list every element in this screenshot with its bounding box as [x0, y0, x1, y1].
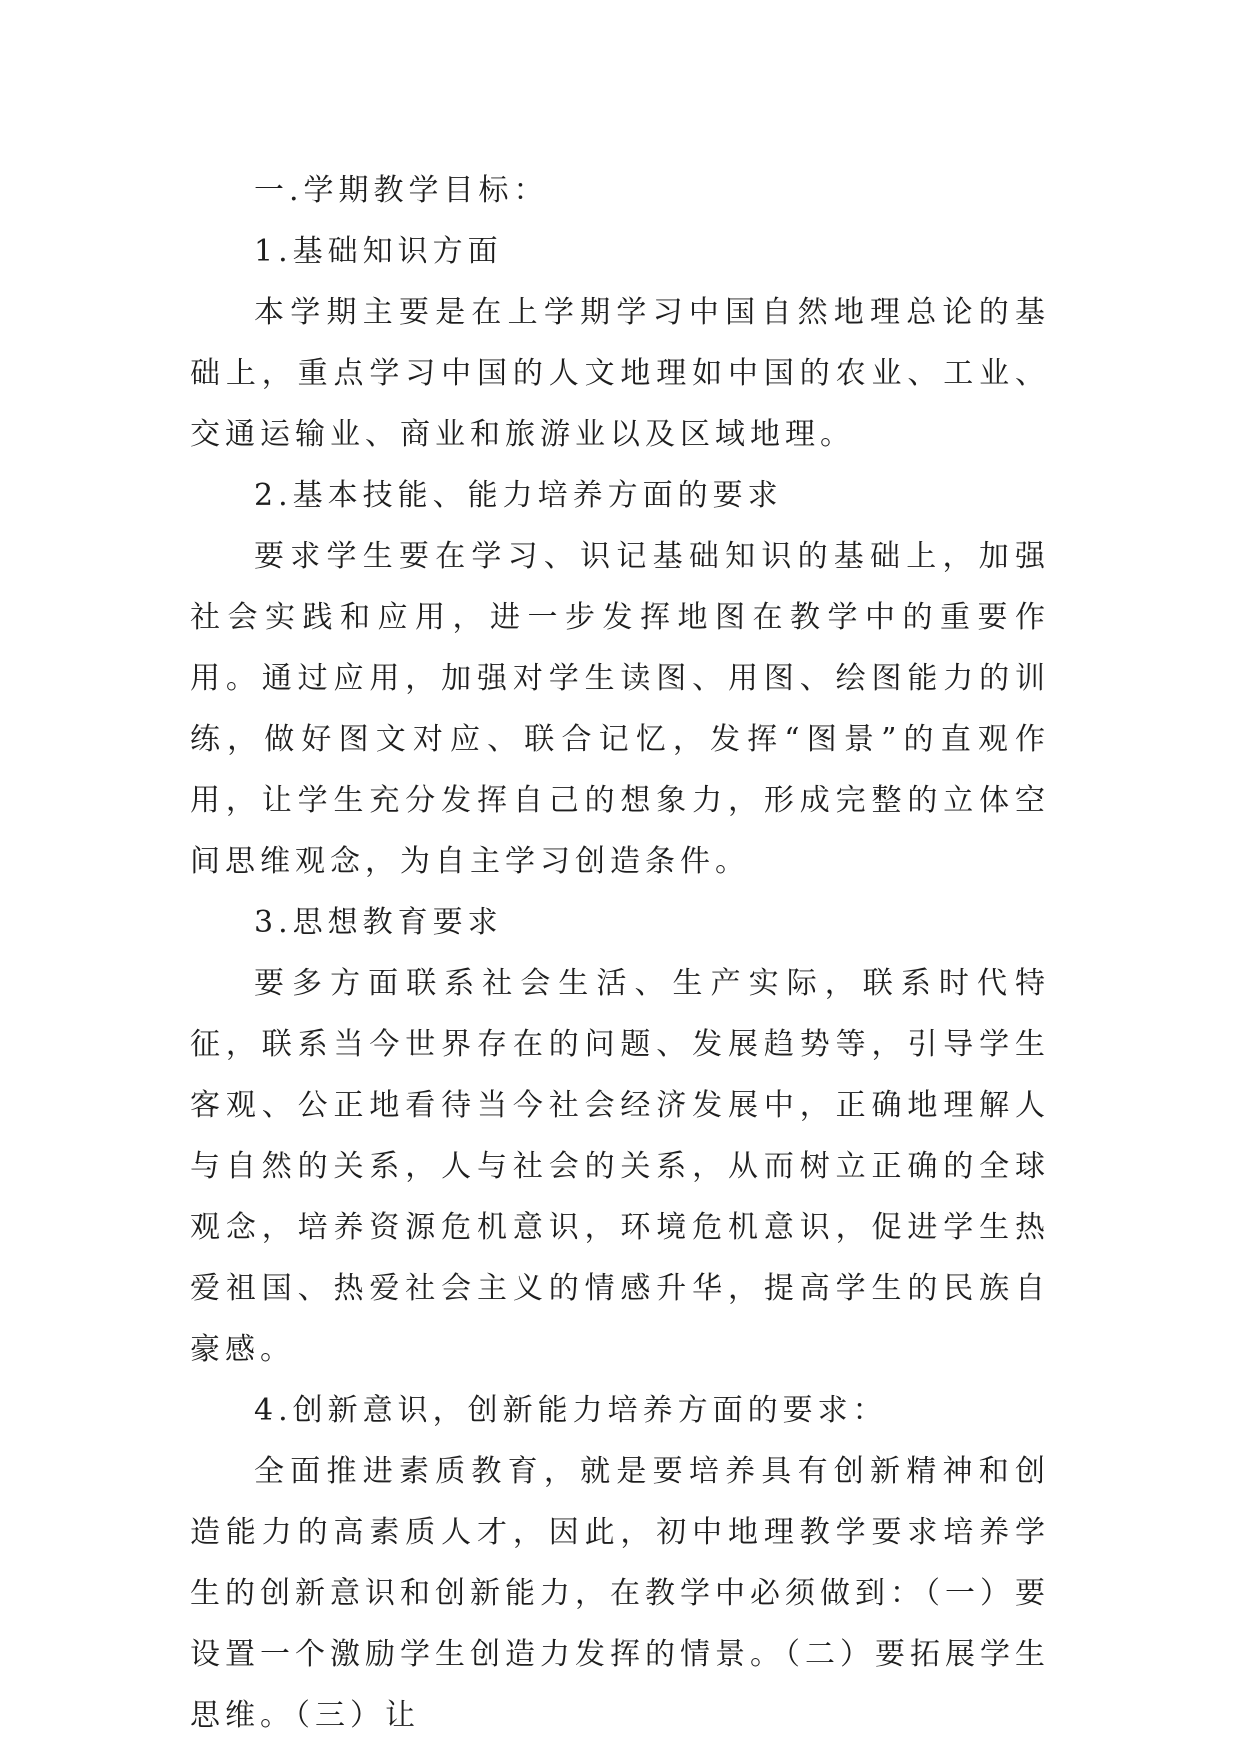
paragraph-ideological-education: 要多方面联系社会生活、生产实际，联系时代特征，联系当今世界存在的问题、发展趋势等，引导学生客观、公正地看待当今社会经济发展中，正确地理解人与自然的关系，人与社会的关系，从而树立正确的全球观念，培养资源危机意识，环境危机意识，促进学生热爱祖国、热爱社会主义的情感升华，提高学生的民族自豪感。	[190, 966, 1050, 1367]
paragraph-skills: 要求学生要在学习、识记基础知识的基础上，加强社会实践和应用，进一步发挥地图在教学中的重要作用。通过应用，加强对学生读图、用图、绘图能力的训练，做好图文对应、联合记忆，发挥“图景”的直观作用，让学生充分发挥自己的想象力，形成完整的立体空间思维观念，为自主学习创造条件。	[190, 539, 1050, 879]
section-title: 一.学期教学目标：	[254, 173, 549, 208]
subsection-heading-ideological-education: 3.思想教育要求	[254, 905, 503, 940]
subsection-heading-skills: 2.基本技能、能力培养方面的要求	[254, 478, 783, 513]
subsection-heading-basic-knowledge: 1.基础知识方面	[254, 234, 503, 269]
paragraph-basic-knowledge: 本学期主要是在上学期学习中国自然地理总论的基础上，重点学习中国的人文地理如中国的农业、工业、交通运输业、商业和旅游业以及区域地理。	[190, 295, 1050, 452]
subsection-heading-innovation: 4.创新意识，创新能力培养方面的要求：	[254, 1393, 888, 1428]
document-body	[190, 160, 1050, 1746]
paragraph-innovation: 全面推进素质教育，就是要培养具有创新精神和创造能力的高素质人才，因此，初中地理教学要求培养学生的创新意识和创新能力，在教学中必须做到：（一）要设置一个激励学生创造力发挥的情景。（二）要拓展学生思维。（三）让	[190, 1454, 1050, 1733]
